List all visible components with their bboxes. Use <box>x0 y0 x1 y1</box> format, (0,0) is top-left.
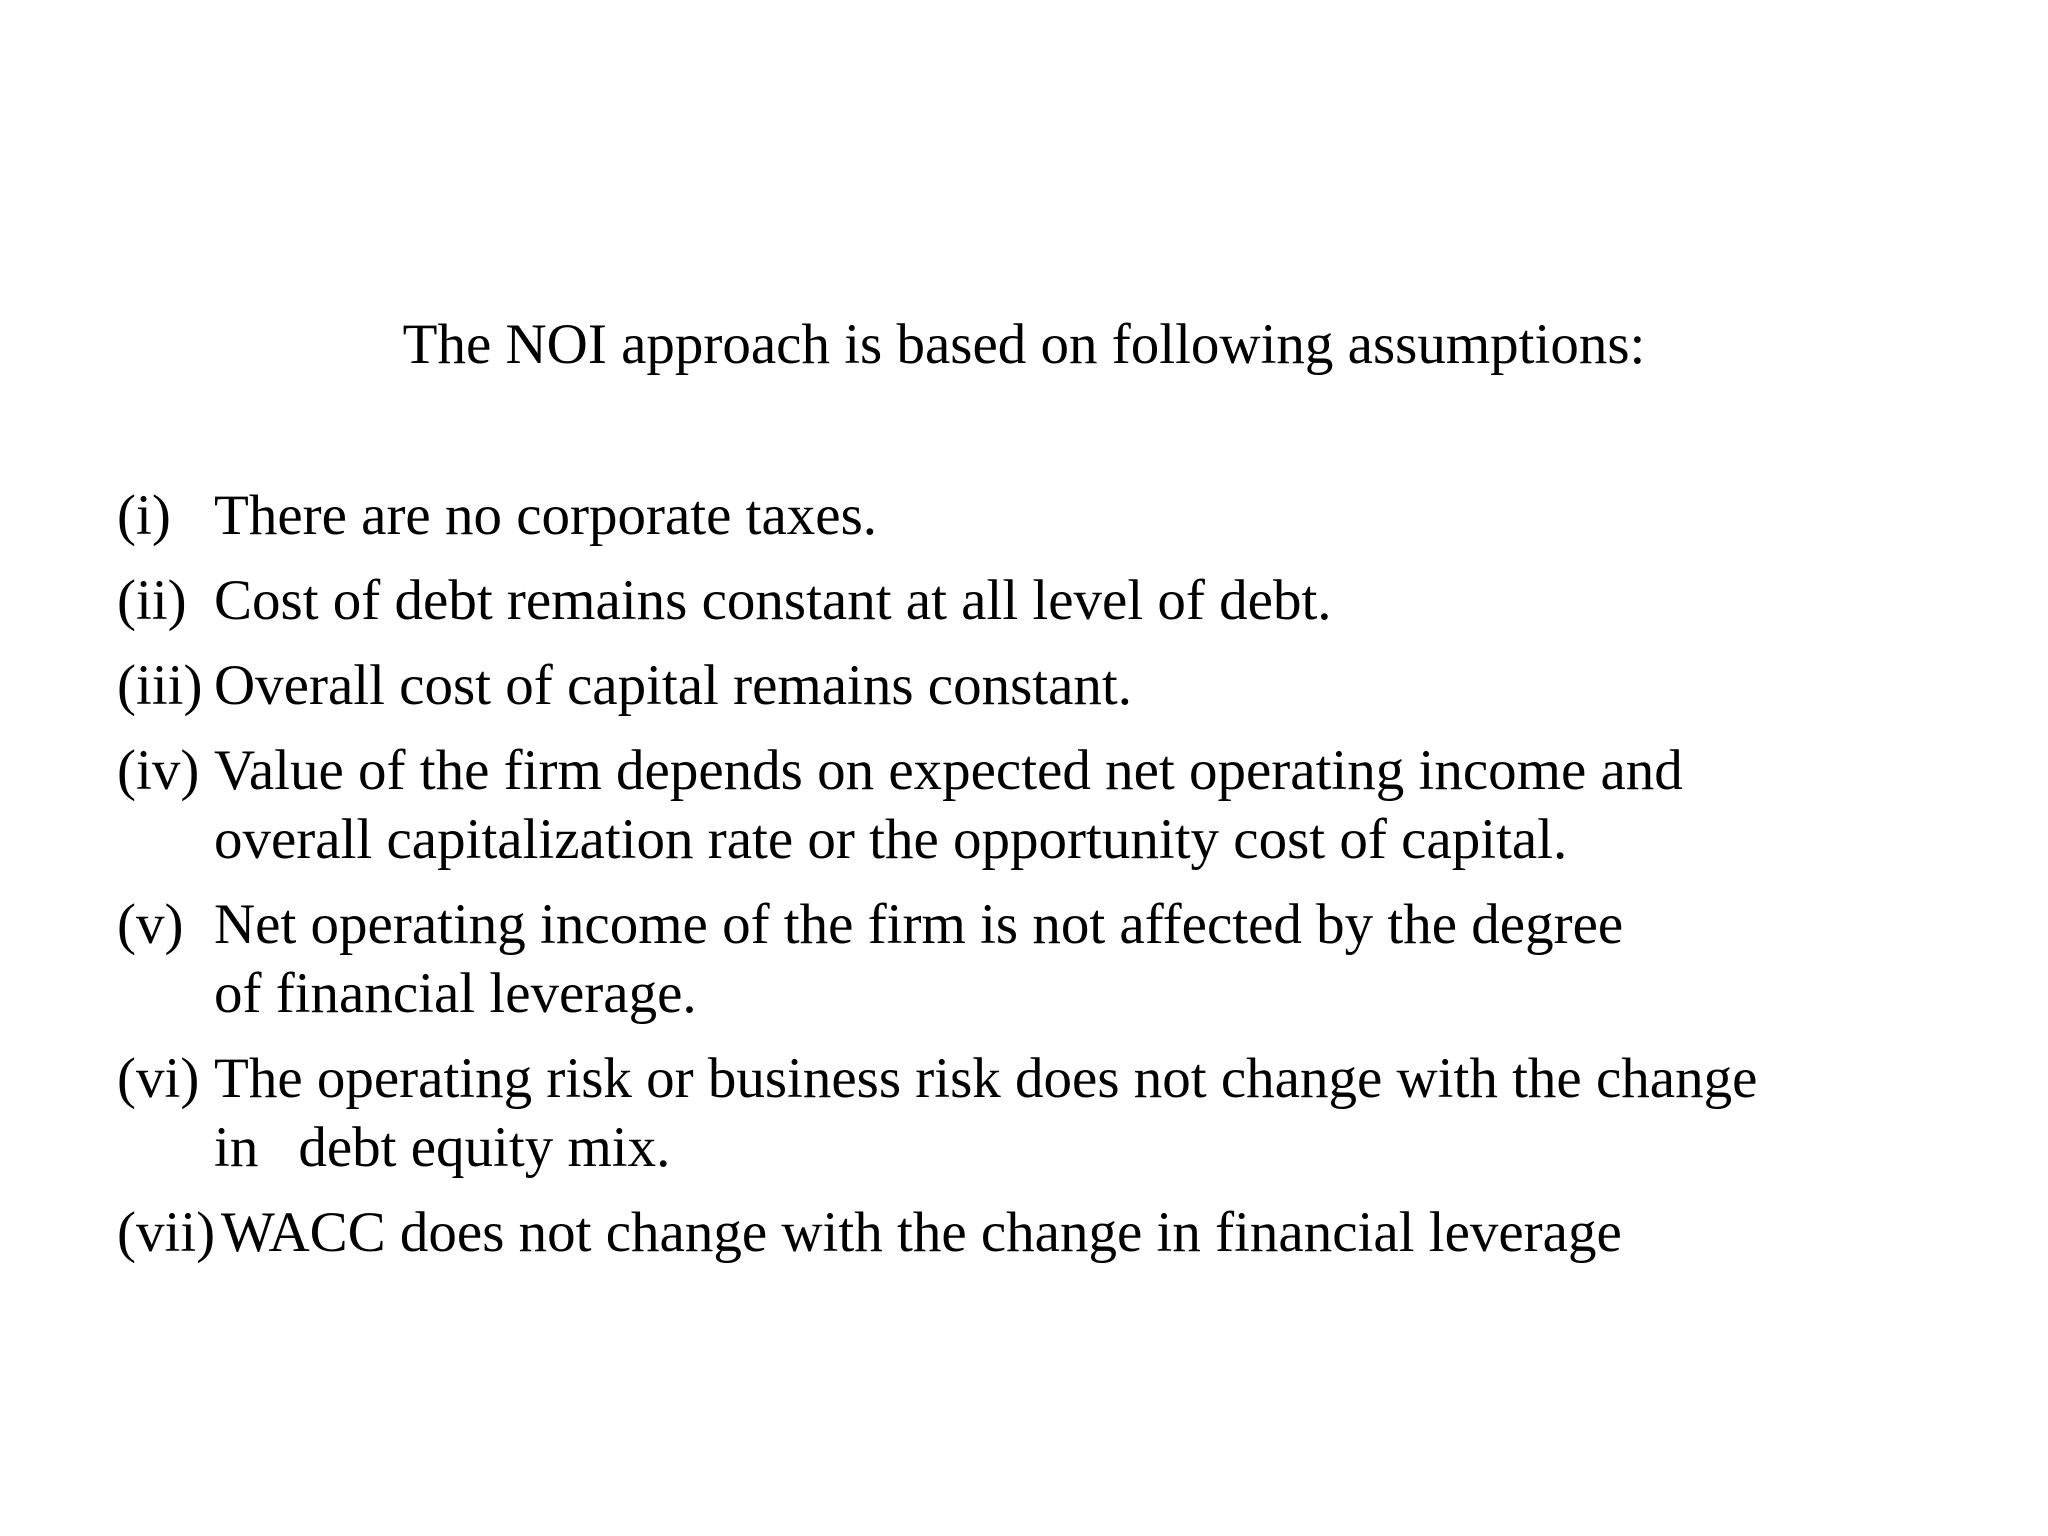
slide-title: The NOI approach is based on following assumptions: <box>402 313 1646 376</box>
assumption-text <box>214 1043 1757 1183</box>
assumption-list <box>117 480 1997 1282</box>
assumption-number: (i) <box>117 484 171 547</box>
assumption-text <box>214 735 1683 875</box>
assumption-number: (vii) <box>117 1201 216 1264</box>
assumption-item-vi <box>117 1043 1997 1183</box>
assumption-line: overall capitalization rate or the opportunity cost of capital. <box>214 808 1568 871</box>
assumption-number: (ii) <box>117 569 187 632</box>
assumption-number: (vi) <box>117 1047 200 1110</box>
assumption-item-v <box>117 889 1997 1029</box>
assumption-line: Net operating income of the firm is not affected by the degree <box>214 893 1624 956</box>
assumption-line-fragment: in <box>214 1116 259 1179</box>
assumption-item-iv <box>117 735 1997 875</box>
assumption-item-vii <box>117 1197 1997 1268</box>
assumption-number: (iii) <box>117 654 203 717</box>
assumption-number: (v) <box>117 893 184 956</box>
assumption-line: Overall cost of capital remains constant. <box>214 654 1133 717</box>
assumption-number: (iv) <box>117 739 200 802</box>
assumption-text <box>214 650 1132 721</box>
assumption-line: Cost of debt remains constant at all level of debt. <box>214 569 1332 632</box>
assumption-text <box>214 565 1332 636</box>
assumption-line-wrapped <box>214 1112 1757 1183</box>
assumption-item-iii <box>117 650 1997 721</box>
assumption-line: There are no corporate taxes. <box>214 484 878 547</box>
assumption-text <box>214 480 877 551</box>
assumption-item-i <box>117 480 1997 551</box>
assumption-line: The operating risk or business risk does not change with the change <box>214 1047 1758 1110</box>
assumption-line: WACC does not change with the change in financial leverage <box>221 1201 1622 1264</box>
assumption-item-ii <box>117 565 1997 636</box>
assumption-line: Value of the firm depends on expected net operating income and <box>214 739 1683 802</box>
assumption-line: of financial leverage. <box>214 962 697 1025</box>
assumption-text <box>221 1197 1622 1268</box>
assumption-text <box>214 889 1623 1029</box>
assumption-line-fragment: debt equity mix. <box>298 1116 671 1179</box>
